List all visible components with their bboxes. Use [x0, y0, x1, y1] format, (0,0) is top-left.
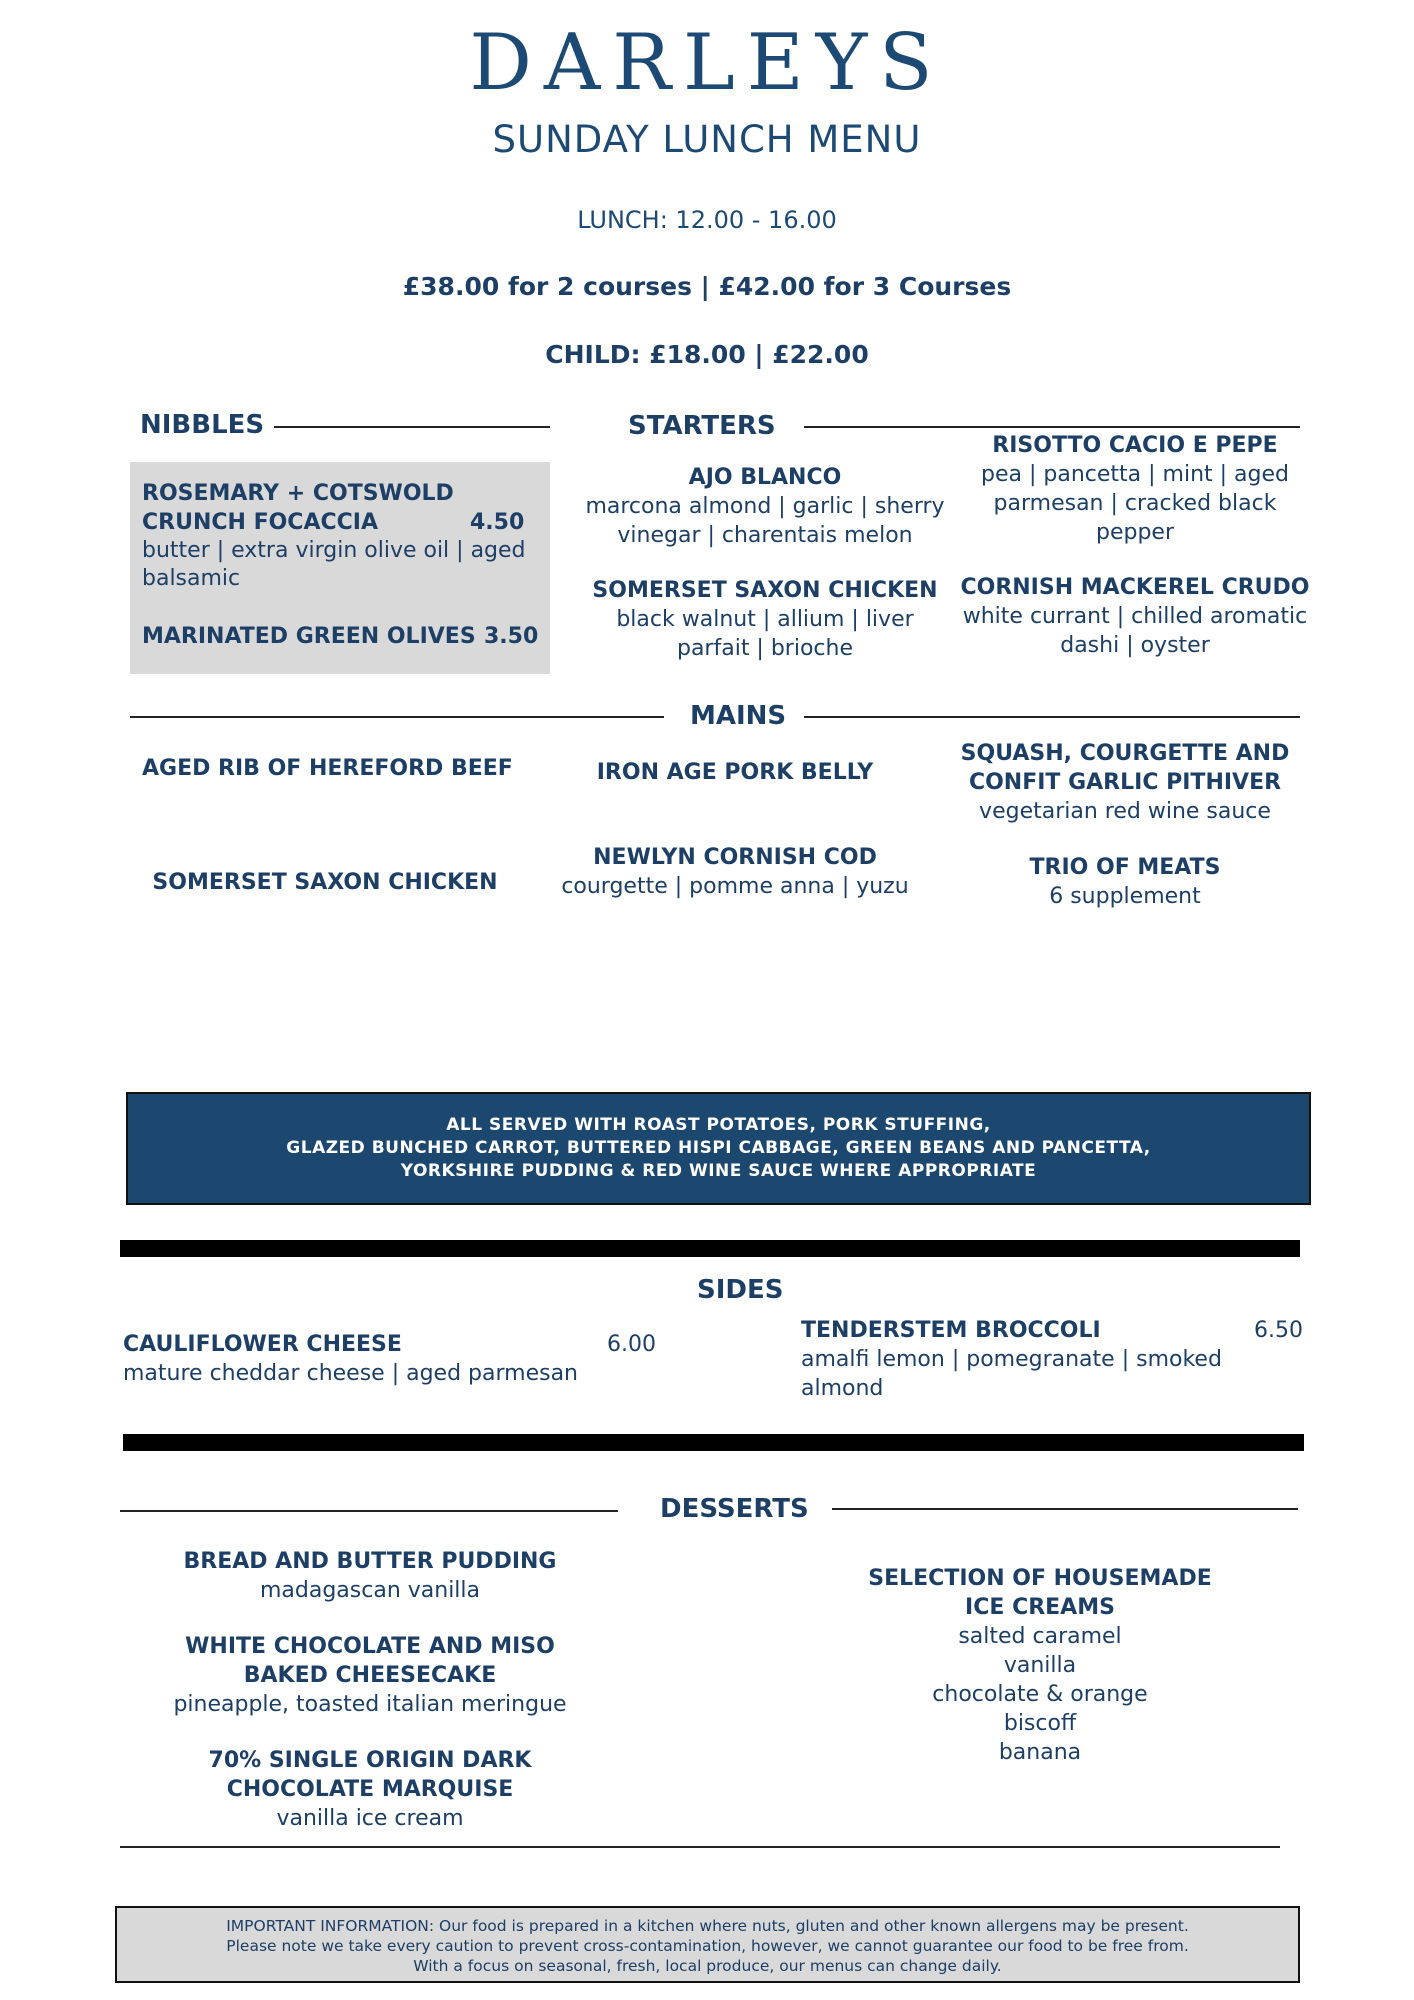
side-desc: amalfi lemon | pomegranate | smoked [801, 1347, 1222, 1372]
starters-heading: STARTERS [628, 411, 776, 441]
nibble-name: MARINATED GREEN OLIVES [142, 624, 476, 649]
info-line: With a focus on seasonal, fresh, local produce, our menus can change daily. [413, 1957, 1002, 1975]
nibble-price: 4.50 [470, 510, 525, 535]
dessert-desc: vanilla ice cream [276, 1806, 464, 1831]
dessert-name: CHOCOLATE MARQUISE [226, 1777, 514, 1802]
mains-heading: MAINS [690, 701, 787, 731]
main-name: SOMERSET SAXON CHICKEN [152, 870, 498, 895]
nibbles-heading: NIBBLES [140, 410, 265, 440]
info-line: Please note we take every caution to prevent cross-contamination, however, we cannot guarantee our food to be free from. [226, 1937, 1189, 1955]
desserts-heading: DESSERTS [660, 1494, 809, 1524]
main-name: AGED RIB OF HEREFORD BEEF [142, 756, 513, 781]
dessert-name: ICE CREAMS [965, 1595, 1115, 1620]
banner-line: ALL SERVED WITH ROAST POTATOES, PORK STUFFING, [446, 1115, 991, 1135]
main-desc: courgette | pomme anna | yuzu [561, 874, 909, 899]
nibbles-box [130, 462, 550, 674]
starter-item [950, 431, 1320, 547]
ice-cream-flavour: chocolate & orange [932, 1682, 1148, 1707]
mains-rule-left [130, 716, 664, 718]
nibble-name: ROSEMARY + COTSWOLD [142, 481, 454, 506]
main-item [555, 758, 915, 787]
dessert-item [150, 1746, 590, 1833]
info-line: IMPORTANT INFORMATION: Our food is prepared in a kitchen where nuts, gluten and other known allergens may be present. [226, 1917, 1189, 1935]
starter-desc: vinegar | charentais melon [617, 523, 913, 548]
dessert-name: BAKED CHEESECAKE [243, 1663, 497, 1688]
side-price: 6.00 [607, 1332, 656, 1357]
main-item [545, 843, 925, 901]
starter-item [570, 463, 960, 550]
accompaniments-banner [126, 1092, 1311, 1205]
dessert-item [840, 1564, 1240, 1767]
main-desc: 6 supplement [1049, 884, 1201, 909]
dessert-name: WHITE CHOCOLATE AND MISO [185, 1634, 555, 1659]
starters-rule [804, 426, 1300, 428]
main-name: CONFIT GARLIC PITHIVER [968, 770, 1282, 795]
sides-heading: SIDES [697, 1275, 784, 1305]
main-name: NEWLYN CORNISH COD [593, 845, 877, 870]
starter-desc: dashi | oyster [1060, 633, 1210, 658]
main-name: SQUASH, COURGETTE AND [960, 741, 1290, 766]
main-name: IRON AGE PORK BELLY [596, 760, 874, 785]
dessert-name: BREAD AND BUTTER PUDDING [183, 1549, 557, 1574]
ice-cream-flavour: vanilla [1003, 1653, 1077, 1678]
starter-item [950, 573, 1320, 660]
starter-desc: white currant | chilled aromatic [962, 604, 1308, 629]
main-item [940, 739, 1310, 826]
starter-item [570, 576, 960, 663]
ice-cream-flavour: salted caramel [958, 1624, 1122, 1649]
dessert-item [150, 1632, 590, 1719]
side-desc: mature cheddar cheese | aged parmesan [123, 1361, 578, 1386]
desserts-rule-right [832, 1508, 1298, 1510]
ice-cream-flavour: biscoff [1003, 1711, 1077, 1736]
mains-rule-right [804, 716, 1300, 718]
nibble-desc: balsamic [142, 566, 241, 591]
starter-desc: marcona almond | garlic | sherry [585, 494, 945, 519]
lunch-hours: LUNCH: 12.00 - 16.00 [577, 206, 837, 234]
starter-desc: black walnut | allium | liver [616, 607, 914, 632]
side-name: TENDERSTEM BROCCOLI [801, 1318, 1101, 1343]
starter-name: SOMERSET SAXON CHICKEN [592, 578, 938, 603]
dessert-item [150, 1547, 590, 1605]
nibble-price: 3.50 [484, 624, 539, 649]
nibble-name: CRUNCH FOCACCIA [142, 510, 378, 535]
main-item [940, 853, 1310, 911]
side-price: 6.50 [1254, 1318, 1303, 1343]
menu-subtitle: SUNDAY LUNCH MENU [492, 118, 922, 161]
nibble-desc: butter | extra virgin olive oil | aged [142, 538, 526, 563]
child-price: CHILD: £18.00 | £22.00 [545, 340, 869, 369]
nibbles-rule [274, 426, 550, 428]
adult-price: £38.00 for 2 courses | £42.00 for 3 Courses [402, 272, 1012, 301]
dessert-desc: pineapple, toasted italian meringue [173, 1692, 567, 1717]
main-desc: vegetarian red wine sauce [979, 799, 1271, 824]
side-desc: almond [801, 1376, 884, 1401]
starter-desc: pea | pancetta | mint | aged [981, 462, 1289, 487]
side-name: CAULIFLOWER CHEESE [123, 1332, 402, 1357]
dessert-name: SELECTION OF HOUSEMADE [868, 1566, 1212, 1591]
dessert-desc: madagascan vanilla [259, 1578, 481, 1603]
restaurant-title: DARLEYS [469, 18, 945, 108]
desserts-bottom-rule [120, 1846, 1280, 1848]
banner-line: GLAZED BUNCHED CARROT, BUTTERED HISPI CABBAGE, GREEN BEANS AND PANCETTA, [286, 1138, 1151, 1158]
dessert-name: 70% SINGLE ORIGIN DARK [208, 1748, 532, 1773]
main-name: TRIO OF MEATS [1029, 855, 1221, 880]
starter-name: CORNISH MACKEREL CRUDO [960, 575, 1310, 600]
banner-line: YORKSHIRE PUDDING & RED WINE SAUCE WHERE APPROPRIATE [400, 1161, 1037, 1181]
starter-name: AJO BLANCO [688, 465, 842, 490]
starter-desc: parmesan | cracked black [993, 491, 1277, 516]
divider-bar [120, 1240, 1300, 1257]
desserts-rule-left [120, 1510, 618, 1512]
starter-desc: parfait | brioche [676, 636, 853, 661]
allergen-info-box [115, 1906, 1300, 1983]
starter-desc: pepper [1095, 520, 1174, 545]
starter-name: RISOTTO CACIO E PEPE [992, 433, 1278, 458]
main-item [130, 868, 520, 897]
divider-bar [123, 1434, 1304, 1451]
ice-cream-flavour: banana [998, 1740, 1082, 1765]
